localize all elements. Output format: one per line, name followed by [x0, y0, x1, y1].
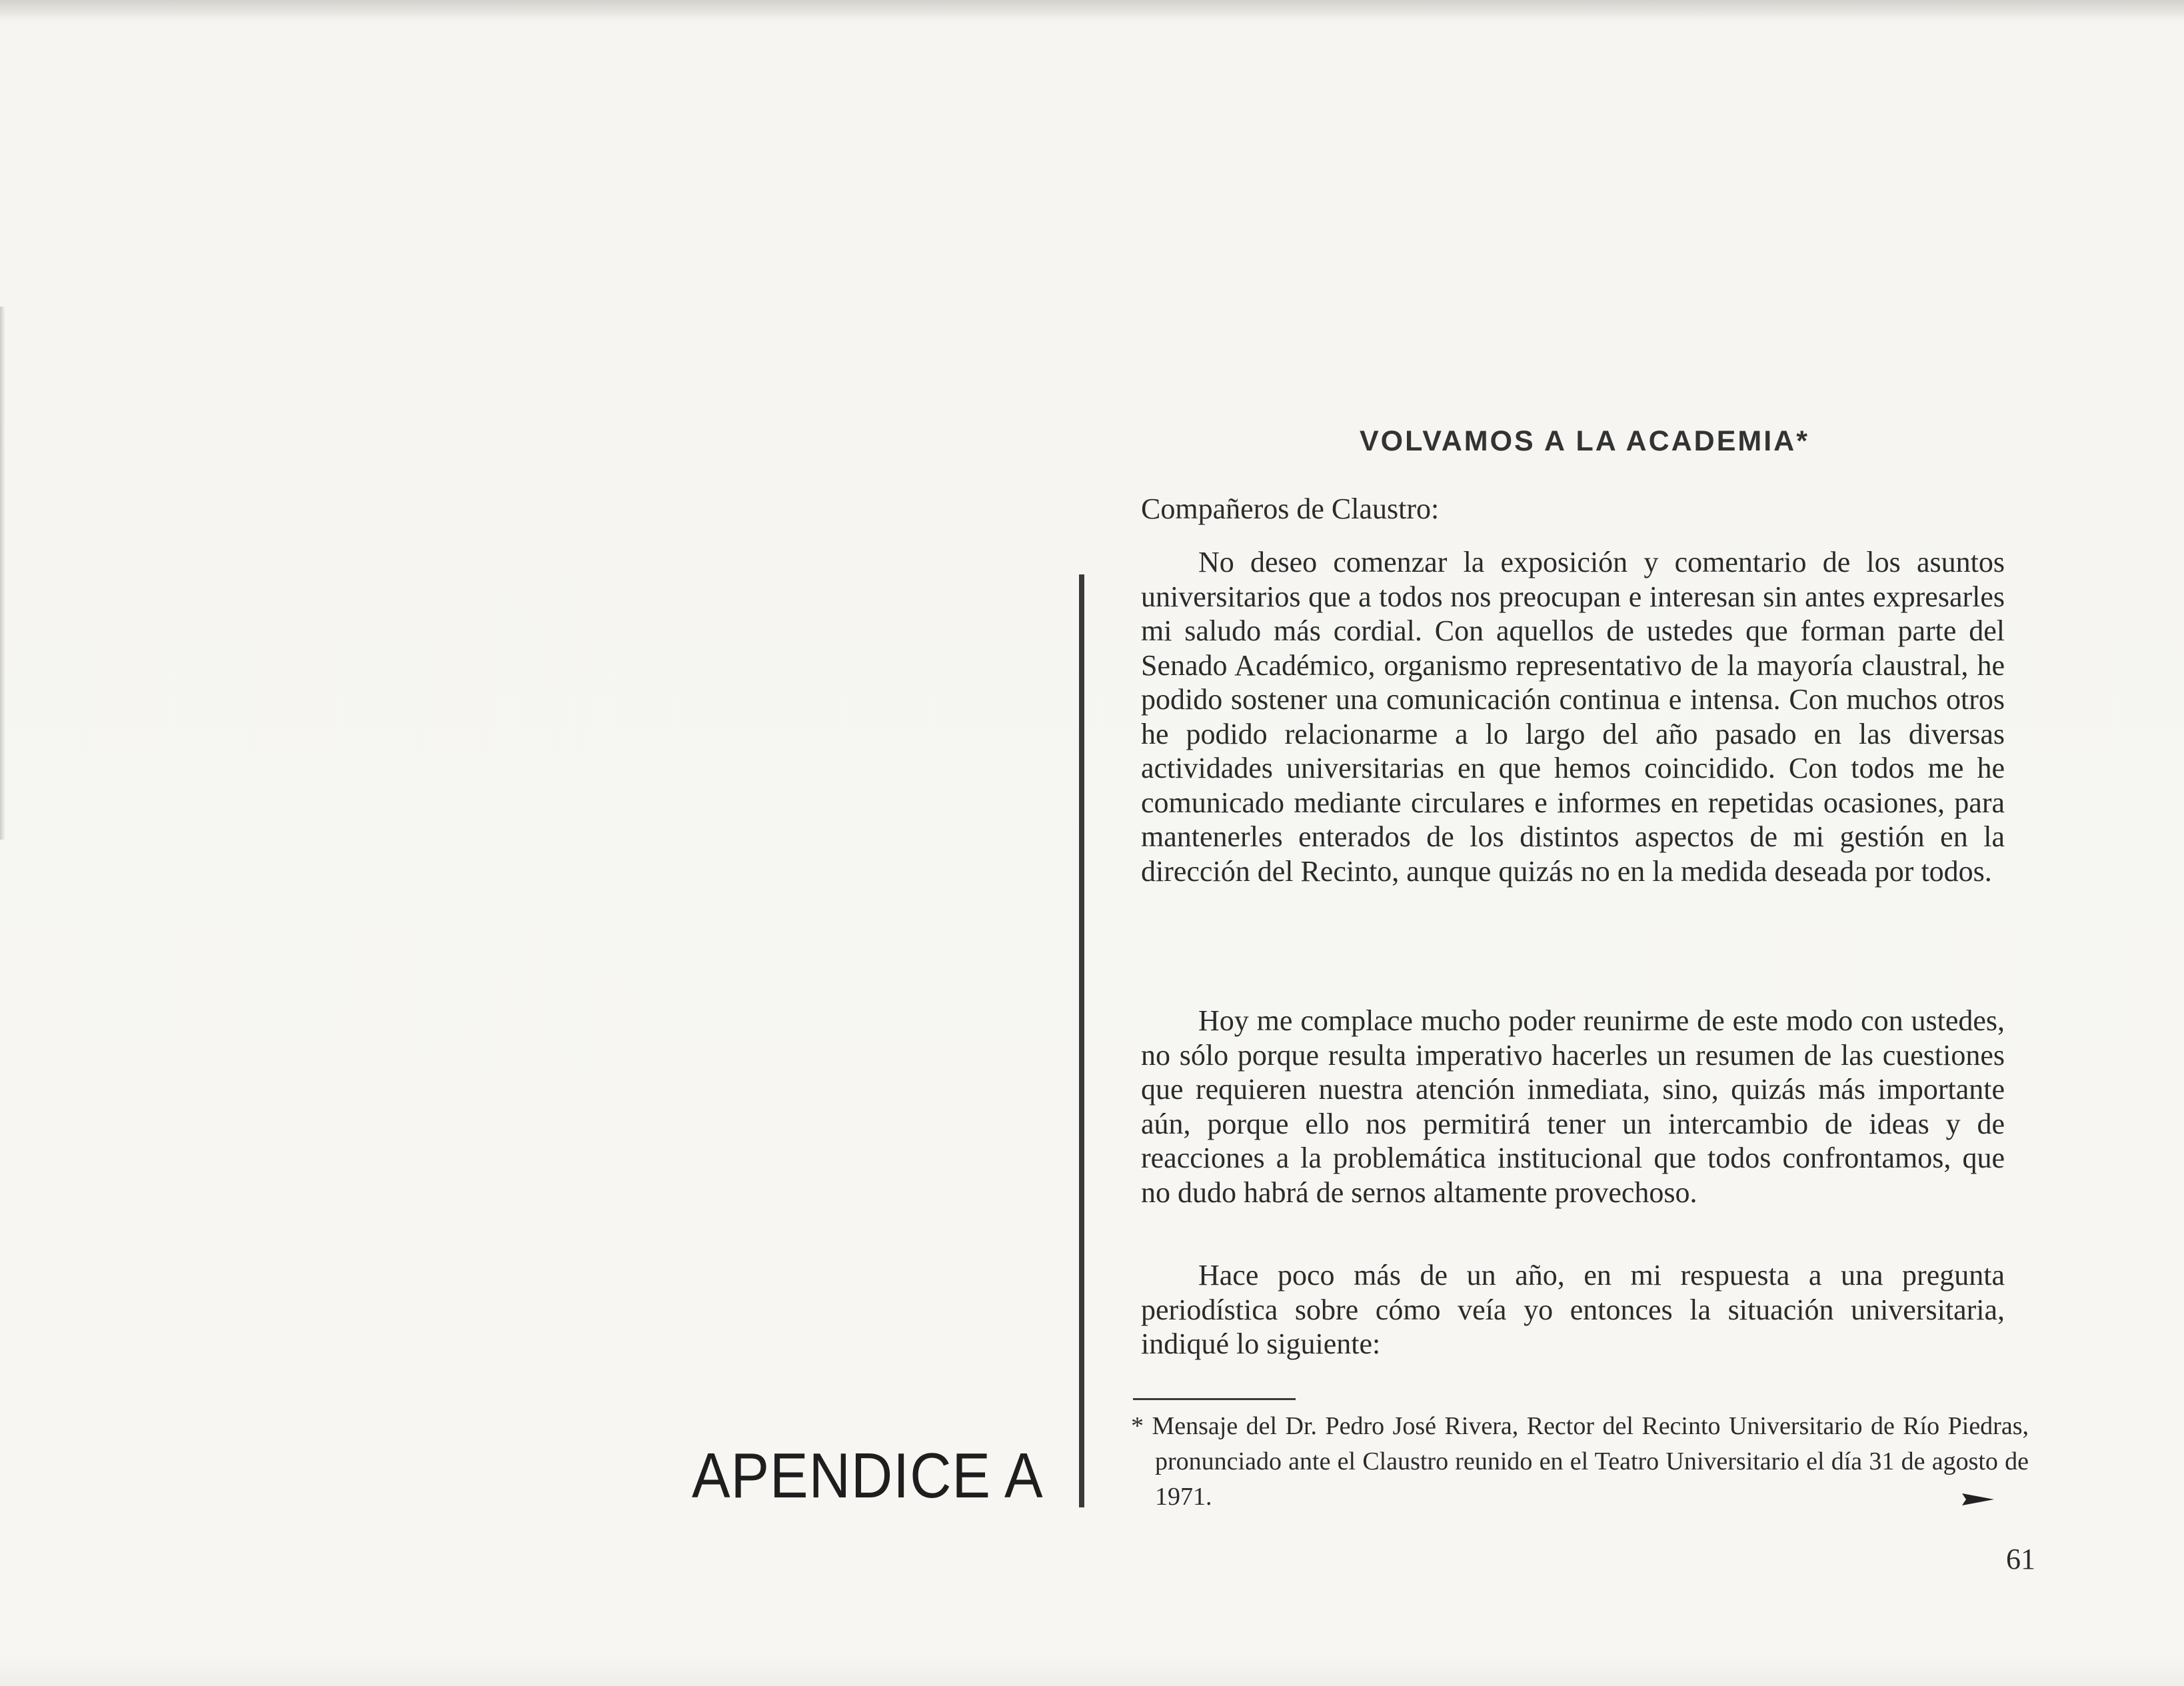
arrow-right-icon — [1962, 1492, 1994, 1507]
appendix-title: APENDICE A — [692, 1440, 1044, 1511]
scan-top-shadow — [0, 0, 2184, 20]
page-number: 61 — [2006, 1543, 2035, 1575]
scan-left-edge — [0, 307, 5, 840]
paragraph-1: No deseo comenzar la exposición y comentario de los asuntos universitarios que a todos nos preocupan e interesan sin antes expresarles mi saludo más cordial. Con aquellos de ustedes que forman parte del Senado Académico, organismo representativo de la mayoría claustral, he podido sostener una comunicación continua e intensa. Con muchos otros he podido relacionarme a lo largo del año pasado en las diversas actividades universitarias en que hemos coincidido. Con todos me he comunicado mediante circulares e informes en repetidas ocasiones, para mantenerles enterados de los distintos aspectos de mi gestión en la dirección del Recinto, aunque quizás no en la medida deseada por todos. — [1141, 546, 2005, 888]
paragraph-3: Hace poco más de un año, en mi respuesta a una pregunta periodística sobre cómo veía yo entonces la situación universitaria, indiqué lo siguiente: — [1141, 1259, 2005, 1360]
article-heading: VOLVAMOS A LA ACADEMIA* — [1360, 425, 1809, 457]
footnote-divider — [1133, 1398, 1296, 1400]
footnote: * Mensaje del Dr. Pedro José Rivera, Rector del Recinto Universitario de Río Piedras, pronunciado ante el Claustro reunido en el Teatro Universitario el día 31 de agosto de 1971. — [1131, 1412, 2029, 1511]
paragraph-2: Hoy me complace mucho poder reunirme de este modo con ustedes, no sólo porque resulta imperativo hacerles un resumen de las cuestiones que requieren nuestra atención inmediata, sino, quizás más importante aún, porque ello nos permitirá tener un intercambio de ideas y de reacciones a la problemática institucional que todos confrontamos, que no dudo habrá de sernos altamente provechoso. — [1141, 1004, 2005, 1209]
vertical-divider — [1079, 574, 1084, 1507]
salutation: Compañeros de Claustro: — [1141, 492, 1440, 525]
